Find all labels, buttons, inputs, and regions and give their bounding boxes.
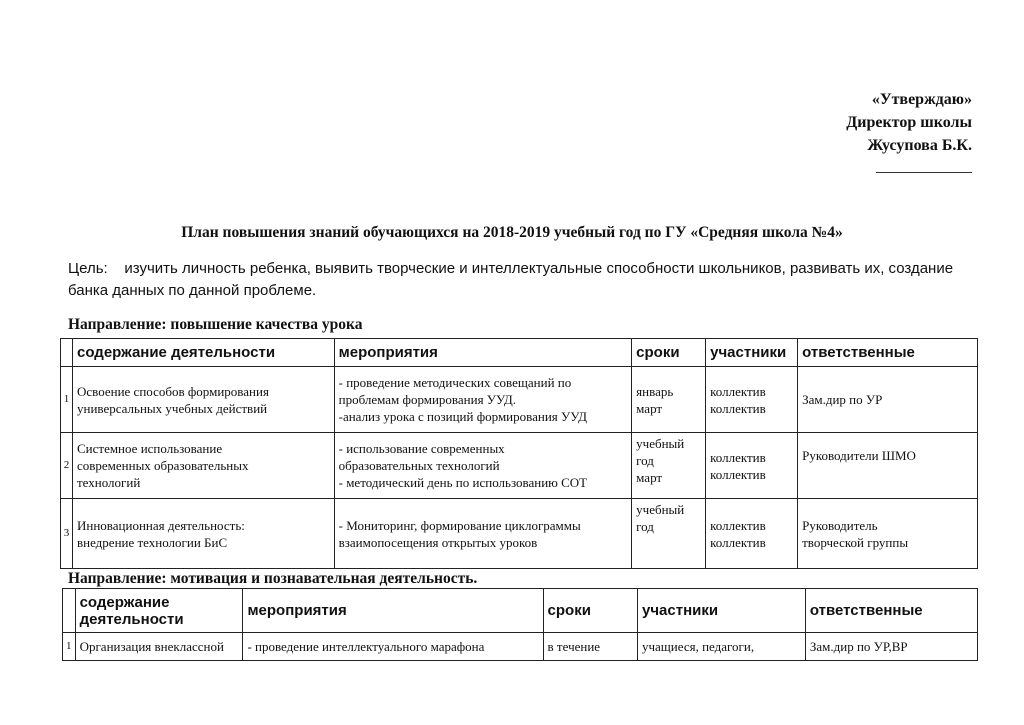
signature-line [876,172,972,173]
row-content: Освоение способов формирования универсальных учебных действий [72,367,334,433]
row-content: Системное использование современных образовательных технологий [72,433,334,499]
row-number: 3 [61,499,73,569]
goal-text: изучить личность ребенка, выявить творческие и интеллектуальные способности школьников, развивать их, создание банка данных по данной проблеме. [68,260,954,299]
row-responsible: Руководители ШМО [798,433,978,499]
row-activities: - проведение интеллектуального марафона [243,633,543,661]
row-responsible: Руководитель творческой группы [798,499,978,569]
header-activities: мероприятия [243,589,543,633]
row-number: 1 [63,633,76,661]
table-header-row [61,339,978,367]
row-timing: учебный год март [632,433,706,499]
section1-heading: Направление: повышение качества урока [68,316,363,333]
approval-line-2: Директор школы [846,114,972,131]
header-timing: сроки [543,589,637,633]
table-row [63,633,978,661]
motivation-table [62,588,978,661]
row-responsible: Зам.дир по УР,ВР [805,633,977,661]
row-content: Организация внеклассной [75,633,243,661]
header-num [63,589,76,633]
header-participants: участники [637,589,805,633]
quality-table [60,338,978,569]
row-participants: коллектив коллектив [706,433,798,499]
goal-paragraph [68,258,968,302]
header-participants: участники [706,339,798,367]
row-participants: учащиеся, педагоги, [637,633,805,661]
row-timing: в течение [543,633,637,661]
section2-heading: Направление: мотивация и познавательная деятельность. [68,570,478,587]
table-row [61,499,978,569]
approval-block [846,88,972,157]
row-timing: учебный год [632,499,706,569]
goal-label: Цель: [68,260,108,277]
header-responsible: ответственные [798,339,978,367]
document-title: План повышения знаний обучающихся на 2018-2019 учебный год по ГУ «Средняя школа №4» [181,224,843,241]
table-row [61,367,978,433]
row-number: 2 [61,433,73,499]
row-activities: - Мониторинг, формирование циклограммы взаимопосещения открытых уроков [334,499,632,569]
row-content: Инновационная деятельность: внедрение технологии БиС [72,499,334,569]
row-activities: - проведение методических совещаний по проблемам формирования УУД. -анализ урока с позиций формирования УУД [334,367,632,433]
row-responsible: Зам.дир по УР [798,367,978,433]
header-num [61,339,73,367]
approval-line-1: «Утверждаю» [871,91,972,108]
row-timing: январь март [632,367,706,433]
row-participants: коллектив коллектив [706,367,798,433]
table-row [61,433,978,499]
header-timing: сроки [632,339,706,367]
header-content: содержание деятельности [75,589,243,633]
table-header-row [63,589,978,633]
row-participants: коллектив коллектив [706,499,798,569]
header-activities: мероприятия [334,339,632,367]
row-number: 1 [61,367,73,433]
row-activities: - использование современных образовательных технологий - методический день по использованию СОТ [334,433,632,499]
header-responsible: ответственные [805,589,977,633]
approval-line-3: Жусупова Б.К. [867,137,972,154]
header-content: содержание деятельности [72,339,334,367]
